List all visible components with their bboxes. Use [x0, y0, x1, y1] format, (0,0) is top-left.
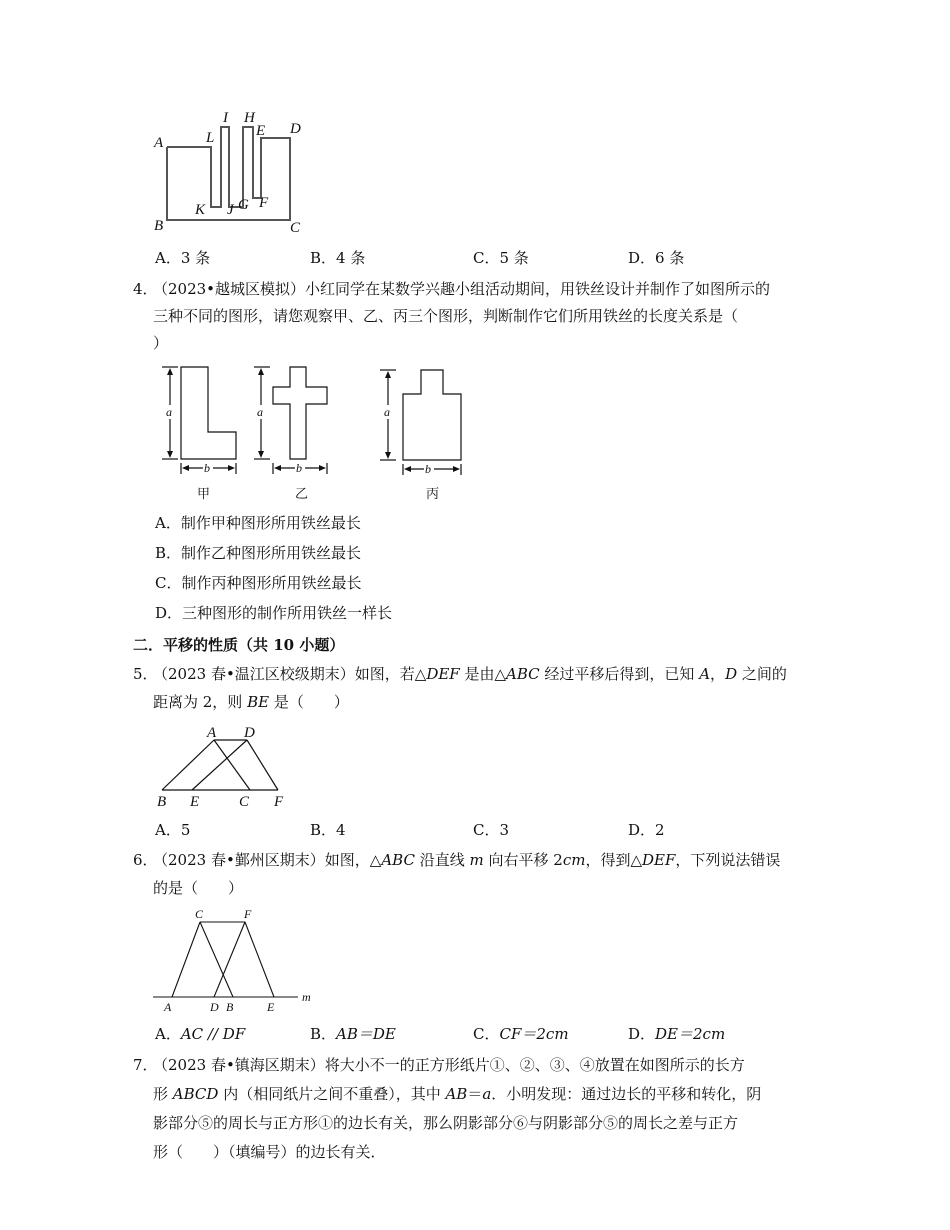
q7-number: 7．	[133, 1056, 158, 1074]
q6-label: B	[226, 1000, 234, 1014]
q5-label: D	[244, 725, 255, 741]
q5-stem-line1: （2023 春•温江区校级期末）如图，若△DEF 是由△ABC 经过平移后得到，已知 A，D 之间的	[153, 665, 787, 683]
q4-a-label: a	[166, 405, 172, 419]
q6-label: E	[267, 1000, 275, 1014]
q6-option-c[interactable]: C．CF＝2cm	[473, 1025, 569, 1043]
q5-option-a[interactable]: A．5	[155, 821, 191, 839]
q5-label: F	[274, 794, 284, 810]
q4-b-label: b	[204, 461, 210, 475]
q3-label: K	[195, 202, 206, 218]
q6-option-a[interactable]: A．AC // DF	[155, 1025, 246, 1043]
q3-label: D	[290, 121, 301, 137]
q3-label: I	[223, 110, 228, 126]
q4-stem-line2: 三种不同的图形，请您观察甲、乙、丙三个图形，判断制作它们所用铁丝的长度关系是（	[153, 307, 739, 325]
q5-label: C	[239, 794, 250, 810]
q5-stem-line2: 距离为 2，则 BE 是（ ）	[153, 693, 349, 711]
q4-option-c[interactable]: C．制作丙种图形所用铁丝最长	[155, 574, 362, 592]
q3-option-d[interactable]: D．6 条	[628, 249, 685, 267]
q3-label: J	[227, 202, 234, 218]
q7-stem-line2: 形 ABCD 内（相同纸片之间不重叠），其中 AB＝a．小明发现：通过边长的平移和转化，阴	[153, 1085, 762, 1103]
q5-option-b[interactable]: B．4	[310, 821, 346, 839]
q4-stem-line3: ）	[153, 334, 169, 352]
q7-stem-line1: （2023 春•镇海区期末）将大小不一的正方形纸片①、②、③、④放置在如图所示的长方	[153, 1056, 745, 1074]
q6-label: D	[210, 1000, 219, 1014]
q5-label: A	[207, 725, 217, 741]
q6-option-d[interactable]: D．DE＝2cm	[628, 1025, 726, 1043]
q4-a-label: a	[257, 405, 263, 419]
q3-option-a[interactable]: A．3 条	[155, 249, 211, 267]
q6-label: F	[244, 907, 252, 921]
q4-caption: 乙	[295, 487, 309, 502]
q6-stem-line1: （2023 春•鄞州区期末）如图，△ABC 沿直线 m 向右平移 2cm，得到△DEF，下列说法错误	[153, 851, 781, 869]
section-title: 二．平移的性质（共 10 小题）	[133, 636, 345, 654]
q4-caption: 丙	[426, 487, 440, 502]
q5-option-c[interactable]: C．3	[473, 821, 510, 839]
q4-number: 4．	[133, 280, 158, 298]
q4-b-label: b	[425, 462, 431, 476]
q5-option-d[interactable]: D．2	[628, 821, 665, 839]
q3-label: H	[244, 110, 255, 126]
q4-caption: 甲	[197, 487, 211, 502]
q4-b-label: b	[296, 461, 302, 475]
q3-label: G	[238, 197, 249, 213]
q3-label: B	[154, 218, 164, 234]
q4-figure	[150, 360, 480, 505]
q5-label: E	[190, 794, 200, 810]
q6-option-b[interactable]: B．AB＝DE	[310, 1025, 396, 1043]
q3-label: F	[259, 195, 269, 211]
q3-figure	[150, 105, 320, 240]
q6-label: m	[302, 990, 311, 1004]
q4-a-label: a	[384, 405, 390, 419]
q4-option-d[interactable]: D．三种图形的制作所用铁丝一样长	[155, 604, 393, 622]
q7-stem-line3: 影部分⑤的周长与正方形①的边长有关，那么阴影部分⑥与阴影部分⑤的周长之差与正方	[153, 1114, 739, 1132]
q4-option-b[interactable]: B．制作乙种图形所用铁丝最长	[155, 544, 362, 562]
q3-label: C	[290, 220, 301, 236]
q5-figure	[150, 720, 300, 812]
q6-figure	[150, 905, 320, 1017]
q7-stem-line4: 形（ ）（填编号）的边长有关．	[153, 1143, 386, 1161]
q4-stem-line1: （2023•越城区模拟）小红同学在某数学兴趣小组活动期间，用铁丝设计并制作了如图所示的	[153, 280, 771, 298]
q3-option-b[interactable]: B．4 条	[310, 249, 366, 267]
q3-label: E	[256, 123, 266, 139]
q6-label: C	[195, 907, 204, 921]
q6-number: 6．	[133, 851, 158, 869]
q5-number: 5．	[133, 665, 158, 683]
q5-label: B	[157, 794, 167, 810]
q3-option-c[interactable]: C．5 条	[473, 249, 529, 267]
q4-option-a[interactable]: A．制作甲种图形所用铁丝最长	[155, 514, 361, 532]
q3-label: A	[154, 135, 164, 151]
q3-label: L	[206, 130, 215, 146]
q6-label: A	[164, 1000, 172, 1014]
q6-stem-line2: 的是（ ）	[153, 879, 244, 897]
